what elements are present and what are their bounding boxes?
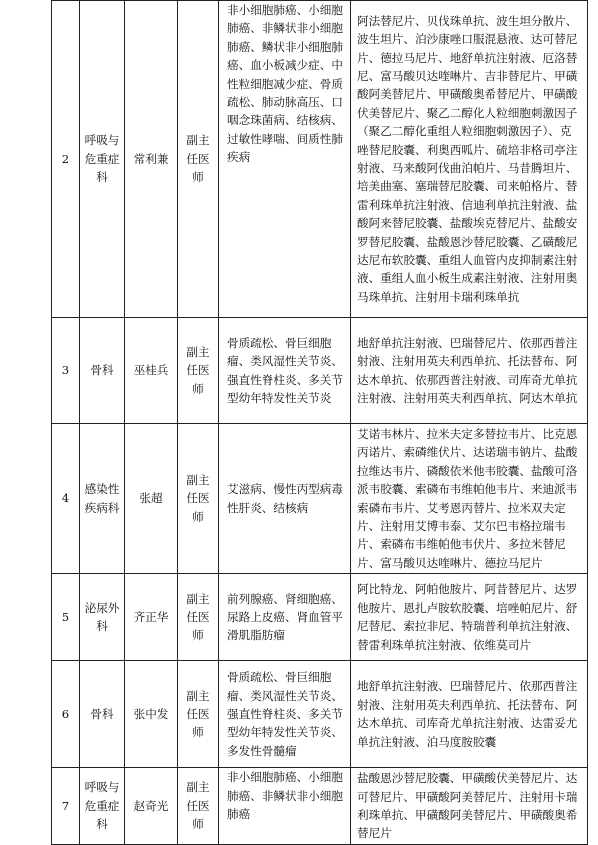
row-number: 2	[52, 1, 80, 318]
doctor-title: 副主任医师	[178, 661, 219, 768]
table-row	[52, 424, 588, 574]
diseases: 前列腺癌、肾细胞癌、尿路上皮癌、肾血管平滑肌脂肪瘤	[219, 574, 351, 661]
department: 骨科	[80, 661, 125, 768]
drugs: 盐酸恩沙替尼胶囊、甲磺酸伏美替尼片、达可替尼片、甲磺酸阿美替尼片、注射用卡瑞利珠单抗、甲磺酸阿美替尼片、甲磺酸奥希替尼片	[351, 768, 588, 845]
doctor-name: 巫桂兵	[125, 318, 178, 424]
doctor-title: 副主任医师	[178, 318, 219, 424]
department: 感染性疾病科	[80, 424, 125, 574]
diseases: 非小细胞肺癌、小细胞肺癌、非鳞状非小细胞肺癌、鳞状非小细胞肺癌、血小板减少症、中性粒细胞减少症、骨质疏松、肺动脉高压、口咽念珠菌病、结核病、过敏性哮喘、间质性肺疾病	[219, 1, 351, 318]
row-number: 7	[52, 768, 80, 845]
row-number: 6	[52, 661, 80, 768]
department: 呼吸与危重症科	[80, 1, 125, 318]
diseases: 骨质疏松、骨巨细胞瘤、类风湿性关节炎、强直性脊柱炎、多关节型幼年特发性关节炎、多发性骨髓瘤	[219, 661, 351, 768]
drugs: 阿法替尼片、贝伐珠单抗、波生坦分散片、波生坦片、泊沙康唑口服混悬液、达可替尼片、德拉马尼片、地舒单抗注射液、厄洛替尼、富马酸贝达喹啉片、吉非替尼片、甲磺酸阿美替尼片、甲磺酸奥希替尼片、甲磺酸伏美替尼片、聚乙二醇化人粒细胞刺激因子（聚乙二醇化重组人粒细胞刺激因子）、克唑替尼胶囊、利奥西呱片、硫培非格司亭注射液、马来酸阿伐曲泊帕片、马昔腾坦片、培美曲塞、塞瑞替尼胶囊、司来帕格片、替雷利珠单抗注射液、信迪利单抗注射液、盐酸阿来替尼胶囊、盐酸埃克替尼片、盐酸安罗替尼胶囊、盐酸恩沙替尼胶囊、乙磺酸尼达尼布软胶囊、重组人血管内皮抑制素注射液、重组人血小板生成素注射液、注射用奥马珠单抗、注射用卡瑞利珠单抗	[351, 1, 588, 318]
doctor-title: 副主任医师	[178, 768, 219, 845]
department: 骨科	[80, 318, 125, 424]
department: 泌尿外科	[80, 574, 125, 661]
drugs: 艾诺韦林片、拉米夫定多替拉韦片、比克恩丙诺片、索磷维伏片、达诺瑞韦钠片、盐酸拉维达韦片、磷酸依米他韦胶囊、盐酸可洛派韦胶囊、索磷布韦维帕他韦片、来迪派韦索磷布韦片、艾考恩丙替片、拉米双夫定片、注射用艾博韦泰、艾尔巴韦格拉瑞韦片、索磷布韦维帕他韦伏片、多拉米替尼片、富马酸贝达喹啉片、德拉马尼片	[351, 424, 588, 574]
row-number: 4	[52, 424, 80, 574]
doctor-title: 副主任医师	[178, 1, 219, 318]
doctor-name: 常利兼	[125, 1, 178, 318]
doctor-name: 张超	[125, 424, 178, 574]
doctor-title: 副主任医师	[178, 574, 219, 661]
specialist-drug-table	[51, 0, 588, 845]
department: 呼吸与危重症科	[80, 768, 125, 845]
diseases: 骨质疏松、骨巨细胞瘤、类风湿性关节炎、强直性脊柱炎、多关节型幼年特发性关节炎	[219, 318, 351, 424]
doctor-name: 赵奇光	[125, 768, 178, 845]
drugs: 地舒单抗注射液、巴瑞替尼片、依那西普注射液、注射用英夫利西单抗、托法替布、阿达木单抗、依那西普注射液、司库奇尤单抗注射液、注射用英夫利西单抗、阿达木单抗	[351, 318, 588, 424]
drugs: 阿比特龙、阿帕他胺片、阿昔替尼片、达罗他胺片、恩扎卢胺软胶囊、培唑帕尼片、舒尼替尼、索拉非尼、特瑞普利单抗注射液、替雷利珠单抗注射液、依维莫司片	[351, 574, 588, 661]
table-row	[52, 1, 588, 318]
row-number: 3	[52, 318, 80, 424]
table-row	[52, 661, 588, 768]
table-row	[52, 768, 588, 845]
doctor-name: 张中发	[125, 661, 178, 768]
doctor-title: 副主任医师	[178, 424, 219, 574]
diseases: 艾滋病、慢性丙型病毒性肝炎、结核病	[219, 424, 351, 574]
table-row	[52, 574, 588, 661]
diseases: 非小细胞肺癌、小细胞肺癌、非鳞状非小细胞肺癌	[219, 768, 351, 845]
drugs: 地舒单抗注射液、巴瑞替尼片、依那西普注射液、注射用英夫利西单抗、托法替布、阿达木单抗、司库奇尤单抗注射液、达雷妥尤单抗注射液、泊马度胺胶囊	[351, 661, 588, 768]
table-row	[52, 318, 588, 424]
row-number: 5	[52, 574, 80, 661]
doctor-name: 齐正华	[125, 574, 178, 661]
